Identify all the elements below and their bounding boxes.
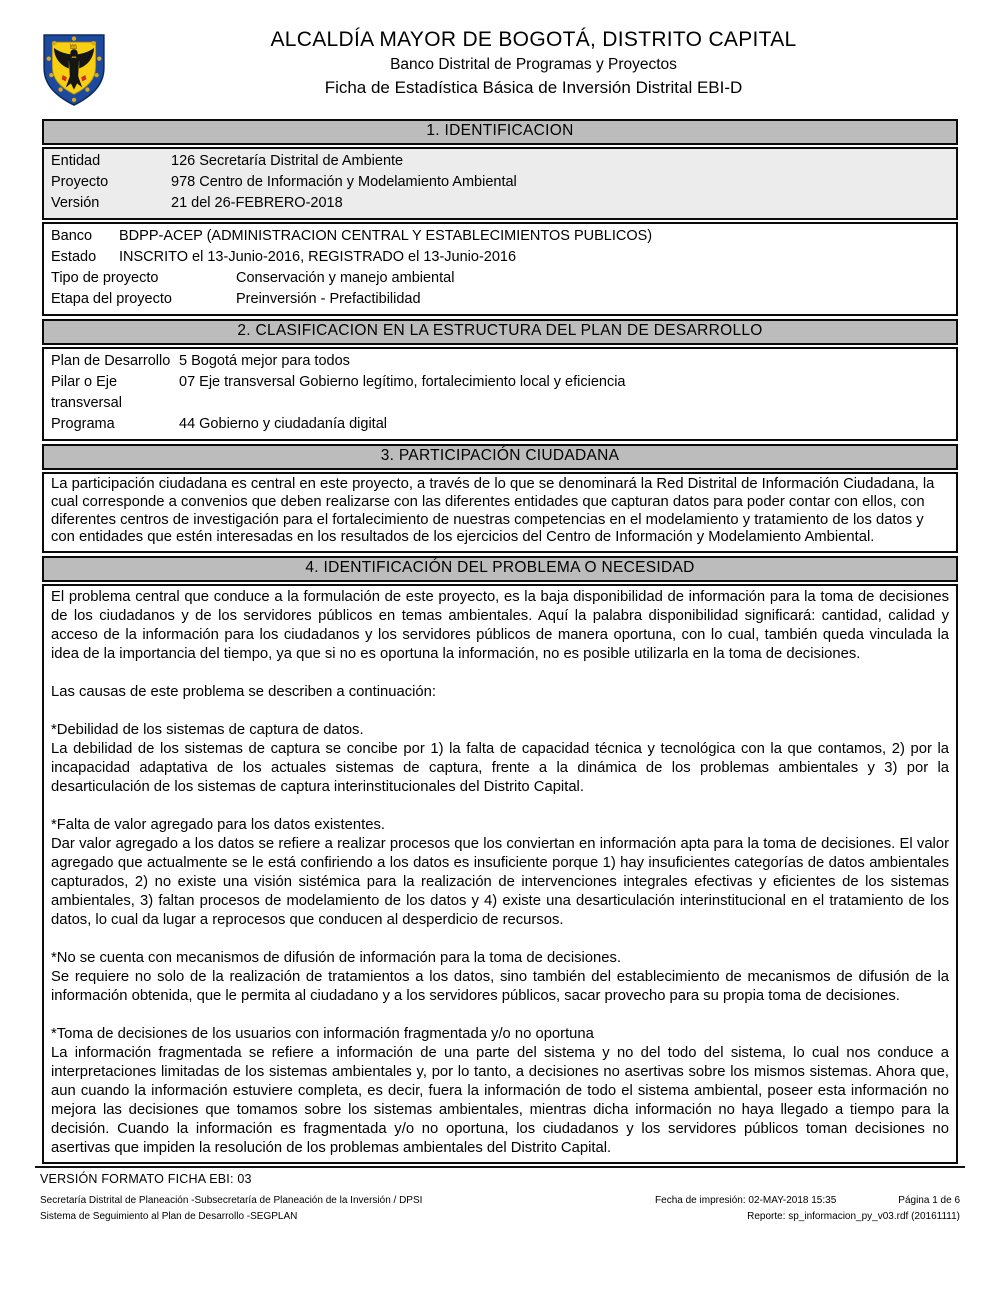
- field-version-label: Versión: [51, 195, 100, 211]
- section4-paragraph: *Falta de valor agregado para los datos existentes.: [51, 817, 385, 834]
- footer-right-block: [655, 1193, 960, 1225]
- section4-paragraph: *Debilidad de los sistemas de captura de datos.: [51, 722, 364, 739]
- section1-banco-block: [42, 222, 958, 316]
- field-proyecto-value: 978 Centro de Información y Modelamiento Ambiental: [171, 174, 517, 190]
- section4-paragraph: El problema central que conduce a la formulación de este proyecto, es la baja disponibilidad de información para la toma de decisiones de los ciudadanos y de los servidores públicos en temas ambientales. Aquí la palabra disponibilidad significará: cantidad, calidad y acceso de la información para los ciudadanos y los servidores públicos de manera oportuna, con lo cual, también queda vinculada la idea de la importancia del tiempo, ya que si no es oportuna la información, no es posible utilizarla en la toma de decisiones.: [51, 589, 949, 663]
- field-version-value: 21 del 26-FEBRERO-2018: [171, 195, 343, 211]
- field-programa-value: 44 Gobierno y ciudadanía digital: [179, 416, 387, 432]
- footer-page-number: Página 1 de 6: [898, 1195, 960, 1207]
- field-banco-label: Banco: [51, 228, 93, 244]
- document-subtitle-2: Ficha de Estadística Básica de Inversión Distrital EBI-D: [324, 78, 743, 97]
- footer-print-date: Fecha de impresión: 02-MAY-2018 15:35: [655, 1195, 837, 1207]
- field-tipo-proyecto: [51, 268, 949, 289]
- field-pilar-eje-label: Pilar o Eje transversal: [51, 374, 122, 411]
- section3-header: 3. PARTICIPACIÓN CIUDADANA: [42, 444, 958, 470]
- field-proyecto-label: Proyecto: [51, 174, 109, 190]
- sections-container: [42, 119, 958, 1164]
- field-programa-label: Programa: [51, 416, 115, 432]
- field-entidad-value: 126 Secretaría Distrital de Ambiente: [171, 153, 404, 169]
- field-entidad-label: Entidad: [51, 153, 101, 169]
- section4-paragraph: Se requiere no solo de la realización de tratamientos a los datos, sino también del establecimiento de mecanismos de difusión de la información obtenida, que le permita al ciudadano y a los servidores públicos, sacar provecho para su propia toma de decisiones.: [51, 969, 949, 1005]
- section2-classification-block: [42, 347, 958, 441]
- section1-identification-block: [42, 147, 958, 220]
- field-estado: [51, 247, 949, 268]
- section1-header: 1. IDENTIFICACION: [42, 119, 958, 145]
- field-estado-label: Estado: [51, 249, 97, 265]
- field-version: [51, 193, 949, 214]
- section4-paragraph: *No se cuenta con mecanismos de difusión de información para la toma de decisiones.: [51, 950, 621, 967]
- document-subtitle-1: Banco Distrital de Programas y Proyectos: [390, 56, 677, 73]
- field-estado-value: INSCRITO el 13-Junio-2016, REGISTRADO el 13-Junio-2016: [119, 249, 517, 265]
- field-plan-desarrollo-label: Plan de Desarrollo: [51, 353, 171, 369]
- field-banco-value: BDPP-ACEP (ADMINISTRACION CENTRAL Y ESTABLECIMIENTOS PUBLICOS): [119, 228, 653, 244]
- field-etapa-proyecto-value: Preinversión - Prefactibilidad: [236, 291, 421, 307]
- section4-header: 4. IDENTIFICACIÓN DEL PROBLEMA O NECESIDAD: [42, 556, 958, 582]
- section4-paragraph: *Toma de decisiones de los usuarios con información fragmentada y/o no oportuna: [51, 1026, 594, 1043]
- section3-participation-block: [42, 472, 958, 553]
- field-programa: [51, 414, 949, 435]
- footer-divider: [35, 1166, 965, 1168]
- field-tipo-proyecto-label: Tipo de proyecto: [51, 270, 159, 286]
- section4-paragraph: La debilidad de los sistemas de captura se concibe por 1) la falta de capacidad técnica y tecnológica con la que contamos, 2) por la incapacidad adaptativa de los actuales sistemas de captura, frente a la dinámica de los problemas ambientales y 3) por la desarticulación de los sistemas de captura interinstitucionales del Distrito Capital.: [51, 741, 949, 796]
- field-etapa-proyecto: [51, 289, 949, 310]
- document-title: ALCALDÍA MAYOR DE BOGOTÁ, DISTRITO CAPITAL: [270, 28, 797, 51]
- footer-report-ref: Reporte: sp_informacion_py_v03.rdf (20161111): [747, 1211, 960, 1223]
- document-footer: [40, 1172, 960, 1225]
- field-etapa-proyecto-label: Etapa del proyecto: [51, 291, 172, 307]
- bogota-coat-of-arms-icon: [40, 29, 108, 111]
- field-pilar-eje-value: 07 Eje transversal Gobierno legítimo, fortalecimiento local y eficiencia: [179, 374, 626, 390]
- field-plan-desarrollo: [51, 351, 949, 372]
- title-block: [112, 27, 955, 99]
- field-banco: [51, 226, 949, 247]
- section3-text: La participación ciudadana es central en este proyecto, a través de lo que se denominará la Red Distrital de Información Ciudadana, la cual corresponde a convenios que deben realizarse con las diferentes entidades que capturan datos para poder contar con ellos, con diferentes centros de investigación para el fortalecimiento de nuestras competencias en el modelamiento y tratamiento de los datos y con entidades que estén interesadas en los resultados de los ejercicios del Centro de Información y Modelamiento Ambiental.: [51, 476, 935, 546]
- section4-paragraph: Las causas de este problema se describen a continuación:: [51, 684, 436, 701]
- document-header: [0, 0, 1000, 115]
- section4-paragraph: Dar valor agregado a los datos se refiere a realizar procesos que los conviertan en información apta para la toma de decisiones. El valor agregado que actualmente se le está confiriendo a los datos es insuficiente porque 1) hay insuficientes categorías de datos ambientales capturados, 2) no existe una visión sistémica para la realización de intervenciones integrales efectivas y eficientes de los sistemas ambientales, 3) faltan procesos de modelamiento de los datos y 4) existe una desarticulación interinstitucional en el tratamiento de los datos, lo cual da lugar a reprocesos que conducen al desperdicio de recursos.: [51, 836, 949, 929]
- field-plan-desarrollo-value: 5 Bogotá mejor para todos: [179, 353, 350, 369]
- footer-entity-line: Secretaría Distrital de Planeación -Subsecretaría de Planeación de la Inversión / DPSI: [40, 1195, 423, 1207]
- section2-header: 2. CLASIFICACION EN LA ESTRUCTURA DEL PLAN DE DESARROLLO: [42, 319, 958, 345]
- field-entidad: [51, 151, 949, 172]
- field-tipo-proyecto-value: Conservación y manejo ambiental: [236, 270, 455, 286]
- footer-format-version: VERSIÓN FORMATO FICHA EBI: 03: [40, 1172, 252, 1187]
- section4-paragraph: La información fragmentada se refiere a información de una parte del sistema y no del todo del sistema, lo cual nos conduce a interpretaciones limitadas de los sistemas ambientales y, por lo tanto, a decisiones no asertivas sobre los mismos sistemas. Ahora que, aun cuando la información estuviere completa, es decir, fuera la información de todo el sistema ambiental, poseer esta información no mejora las decisiones que tomamos sobre los sistemas ambientales, mientras dicha información no haya llegado a tiempo para la decisión. Cuando la información es fragmentada y/o no oportuna, los ciudadanos y los servidores públicos toman decisiones no asertivas que impiden la resolución de los problemas ambientales del Distrito Capital.: [51, 1045, 949, 1157]
- field-proyecto: [51, 172, 949, 193]
- field-pilar-eje: [51, 372, 949, 414]
- section4-problem-block: [42, 584, 958, 1164]
- footer-left-block: [40, 1193, 422, 1225]
- footer-system-line: Sistema de Seguimiento al Plan de Desarrollo -SEGPLAN: [40, 1211, 298, 1223]
